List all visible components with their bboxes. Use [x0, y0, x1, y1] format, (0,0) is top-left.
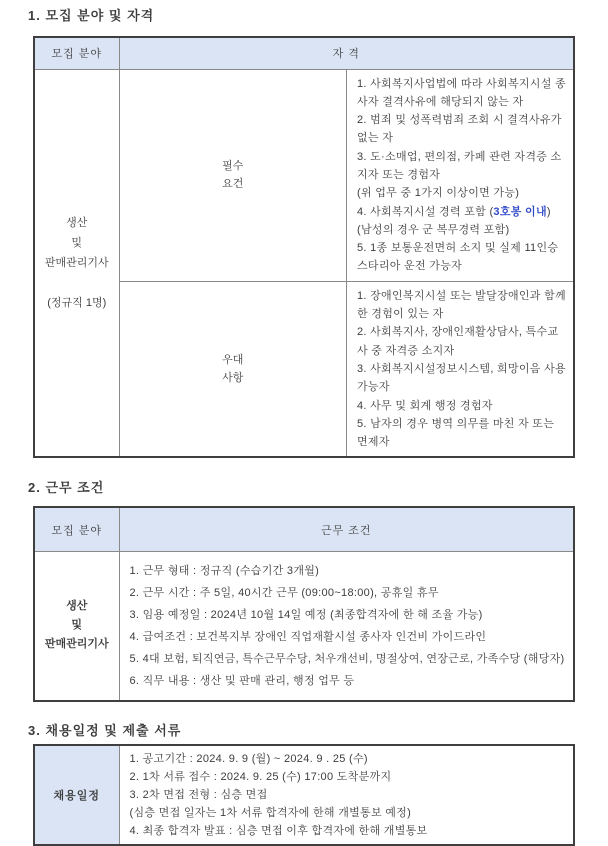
text-segment: 1. 사회복지사업법에 따라 사회복지시설 종사자 결격사유에 해당되지 않는 자 — [357, 77, 566, 108]
required-label-cell — [119, 69, 347, 281]
list-item-line — [357, 239, 567, 276]
list-item-line — [130, 626, 568, 648]
text-segment: 5. 1종 보통운전면허 소지 및 실제 11인승 스타리아 운전 가능자 — [357, 242, 559, 273]
work-conditions-header-field: 모집 분야 — [34, 507, 119, 551]
text-line: 및 — [71, 236, 83, 249]
text-segment: 6. 직무 내용 : 생산 및 판매 관리, 행정 업무 등 — [129, 674, 355, 687]
required-label — [120, 157, 347, 194]
text-segment: 3. 2차 면접 전형 : 심층 면접 — [129, 788, 268, 801]
text-segment: 3. 도·소매업, 편의점, 카페 관련 자격증 소지자 또는 경험자 — [357, 150, 562, 181]
required-content-cell — [347, 69, 575, 281]
text-segment: 4. 최종 합격자 발표 : 심층 면접 이후 합격자에 한해 개별통보 — [129, 824, 428, 837]
highlighted-text: 3호봉 이내 — [493, 205, 547, 218]
preferred-label-cell — [119, 281, 347, 457]
section3-title: 3. 채용일정 및 제출 서류 — [28, 722, 182, 738]
text-segment: 1. 근무 형태 : 정규직 (수습기간 3개월) — [129, 564, 320, 577]
list-item-line — [130, 804, 568, 822]
text-segment: (심층 면접 일자는 1차 서류 합격자에 한해 개별통보 예정) — [129, 806, 412, 819]
list-item-line — [357, 111, 567, 148]
list-item-line — [357, 287, 567, 324]
text-line: 생산 — [66, 216, 88, 229]
text-line: 우대 — [222, 353, 244, 366]
text-segment: ) (남성의 경우 군 복무경력 포함) — [357, 205, 551, 236]
text-segment: 5. 4대 보험, 퇴직연금, 특수근무수당, 처우개선비, 명절상여, 연장근로, 가족수당 (해당자) — [129, 652, 565, 665]
text-line: 생산 — [66, 600, 88, 613]
list-item-line — [357, 203, 567, 240]
list-item-line — [130, 604, 568, 626]
section1-title: 1. 모집 분야 및 자격 — [28, 8, 155, 23]
qualification-table-header-field: 모집 분야 — [34, 37, 119, 69]
text-segment: 3. 사회복지시설정보시스템, 희망이음 사용 가능자 — [357, 362, 566, 394]
text-line: 및 — [71, 619, 83, 632]
section2-title: 2. 근무 조건 — [28, 480, 105, 496]
schedule-content-cell — [119, 745, 574, 845]
list-item-line — [130, 582, 568, 604]
list-item-line — [357, 75, 567, 112]
work-conditions-table — [33, 506, 575, 702]
list-item-line — [357, 360, 567, 397]
list-item-line — [357, 323, 567, 360]
text-segment: 1. 장애인복지시설 또는 발달장애인과 함께한 경험이 있는 자 — [357, 289, 566, 321]
work-conditions-field-cell — [34, 551, 119, 701]
list-item-line — [357, 397, 567, 415]
text-segment: 2. 범죄 및 성폭력범죄 조회 시 결격사유가 없는 자 — [357, 114, 562, 145]
list-item-line — [357, 184, 567, 202]
text-segment: 4. 급여조건 : 보건복지부 장애인 직업재활시설 종사자 인건비 가이드라인 — [129, 630, 487, 643]
text-segment: 5. 남자의 경우 병역 의무를 마친 자 또는 면제자 — [357, 417, 555, 449]
text-segment: 2. 근무 시간 : 주 5일, 40시간 근무 (09:00~18:00), 공휴일 휴무 — [129, 586, 439, 599]
text-segment: 3. 임용 예정일 : 2024년 10월 14일 예정 (최종합격자에 한 해 조율 가능) — [129, 608, 483, 621]
preferred-content-cell — [347, 281, 575, 457]
schedule-table — [33, 744, 575, 846]
recruit-field-note: (정규직 1명) — [47, 296, 107, 309]
list-item-line — [130, 670, 568, 692]
text-line: 필수 — [222, 159, 244, 172]
text-segment: 4. 사회복지시설 경력 포함 ( — [357, 205, 494, 218]
recruit-field-name — [35, 213, 119, 273]
work-conditions-field-name — [35, 597, 119, 654]
schedule-field-cell: 채용일정 — [34, 745, 119, 845]
text-line: 사항 — [222, 372, 244, 385]
list-item-line — [130, 786, 568, 804]
qualification-table — [33, 36, 575, 458]
qualification-table-header-qualification: 자 격 — [119, 37, 574, 69]
text-segment: 2. 사회복지사, 장애인재활상담사, 특수교사 중 자격증 소지자 — [357, 326, 559, 357]
text-segment: 4. 사무 및 회계 행정 경험자 — [357, 399, 493, 412]
list-item-line — [130, 560, 568, 582]
list-item-line — [130, 822, 568, 840]
text-segment: 2. 1차 서류 접수 : 2024. 9. 25 (수) 17:00 도착분까지 — [129, 770, 392, 783]
preferred-label — [120, 351, 347, 388]
list-item-line — [130, 750, 568, 768]
work-conditions-header-conditions: 근무 조건 — [119, 507, 574, 551]
text-line: 요건 — [222, 178, 244, 191]
text-line: 판매관리기사 — [44, 638, 109, 651]
list-item-line — [130, 768, 568, 786]
text-line: 판매관리기사 — [44, 256, 109, 269]
list-item-line — [357, 415, 567, 452]
list-item-line — [357, 148, 567, 185]
recruit-field-cell — [34, 69, 119, 457]
list-item-line — [130, 648, 568, 670]
text-segment: (위 업무 중 1가지 이상이면 가능) — [357, 187, 520, 200]
text-segment: 1. 공고기간 : 2024. 9. 9 (월) ~ 2024. 9 . 25 (수) — [129, 752, 368, 765]
work-conditions-content-cell — [119, 551, 574, 701]
